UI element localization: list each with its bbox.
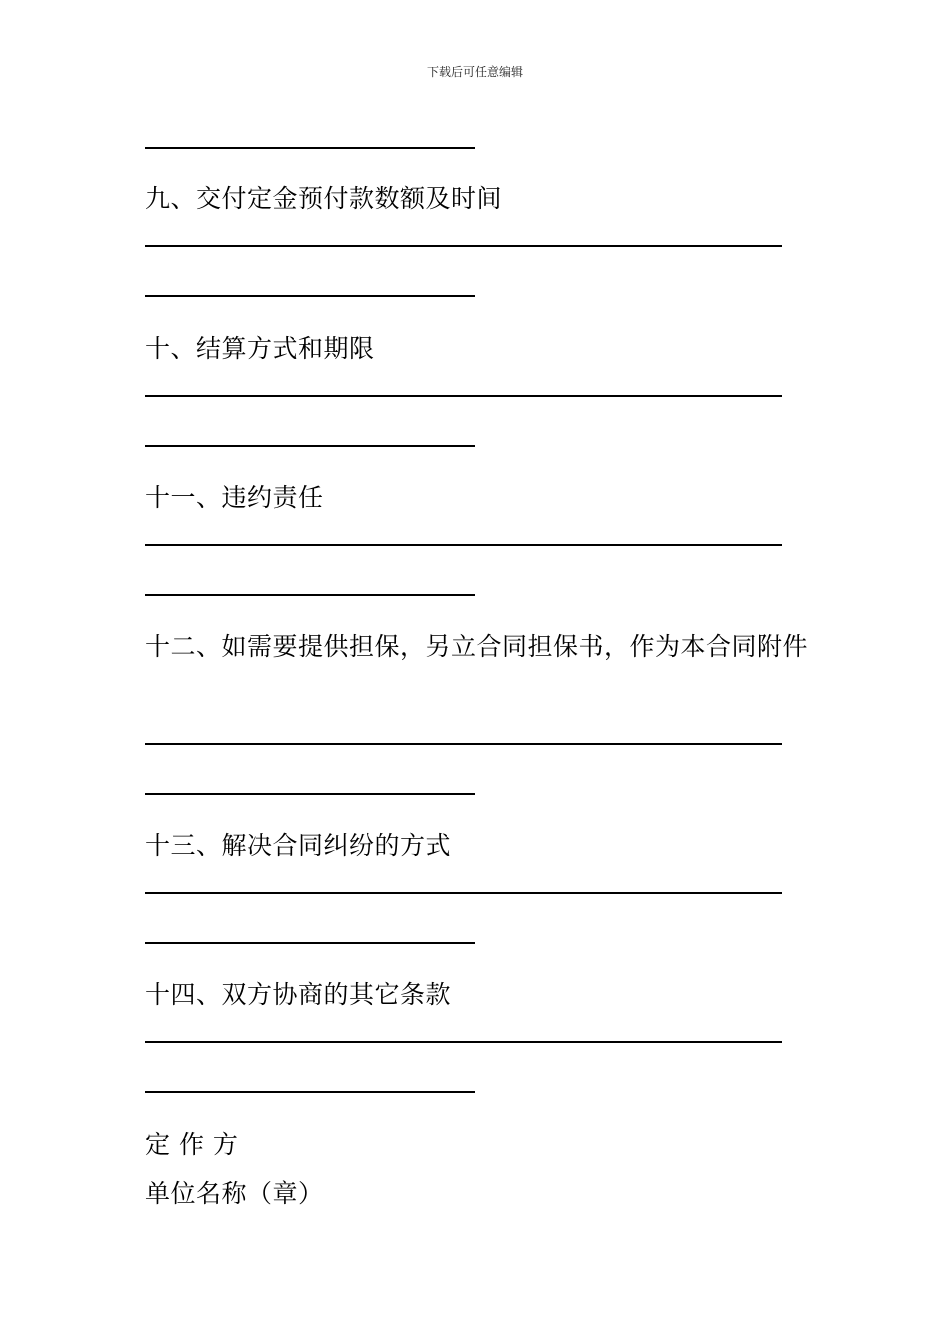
blank-fill-line	[145, 445, 475, 447]
unit-name-label: 单位名称（章）	[145, 1179, 324, 1208]
section-heading-9: 九、交付定金预付款数额及时间	[145, 184, 503, 213]
blank-fill-line	[145, 594, 475, 596]
blank-fill-line	[145, 295, 475, 297]
party-label-orderer: 定 作 方	[145, 1130, 239, 1159]
section-heading-14: 十四、双方协商的其它条款	[145, 980, 452, 1009]
blank-fill-line	[145, 147, 475, 149]
section-heading-11: 十一、违约责任	[145, 483, 324, 512]
blank-fill-line	[145, 793, 475, 795]
blank-fill-line	[145, 1041, 782, 1043]
blank-fill-line	[145, 892, 782, 894]
blank-fill-line	[145, 544, 782, 546]
blank-fill-line	[145, 1091, 475, 1093]
blank-fill-line	[145, 942, 475, 944]
section-heading-10: 十、结算方式和期限	[145, 334, 375, 363]
section-heading-13: 十三、解决合同纠纷的方式	[145, 831, 452, 860]
section-heading-12: 十二、如需要提供担保，另立合同担保书，作为本合同附件	[145, 632, 809, 661]
blank-fill-line	[145, 245, 782, 247]
blank-fill-line	[145, 395, 782, 397]
blank-fill-line	[145, 743, 782, 745]
page-header-note: 下载后可任意编辑	[426, 65, 523, 79]
